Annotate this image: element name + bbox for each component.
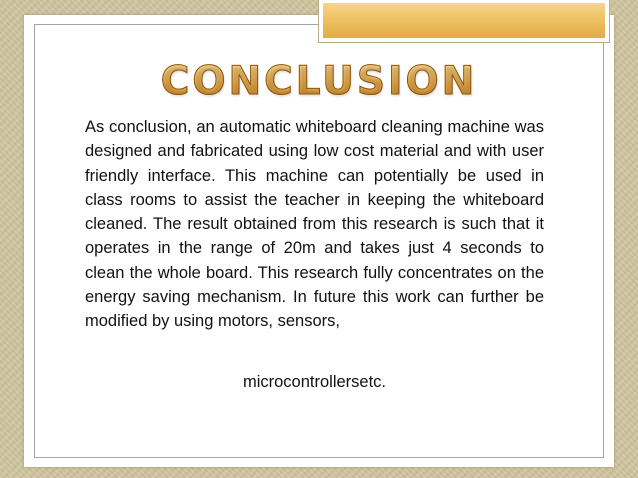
decorative-corner-tab bbox=[318, 0, 610, 43]
slide-body-last-line: microcontrollersetc. bbox=[242, 373, 387, 391]
corner-tab-gold-fill bbox=[323, 3, 605, 38]
slide-title: CONCLUSION bbox=[24, 56, 614, 108]
slide-body-text: As conclusion, an automatic whiteboard cleaning machine was designed and fabricated using low cost material and with user friendly interface. This machine can potentially be used in class rooms to assist the teacher in keeping the whiteboard cleaned. The result obtained from this research is such that it operates in the range of 20m and takes just 4 seconds to clean the whole board. This research fully concentrates on the energy saving mechanism. In future this work can further be modified by using motors, sensors, bbox=[85, 118, 544, 331]
